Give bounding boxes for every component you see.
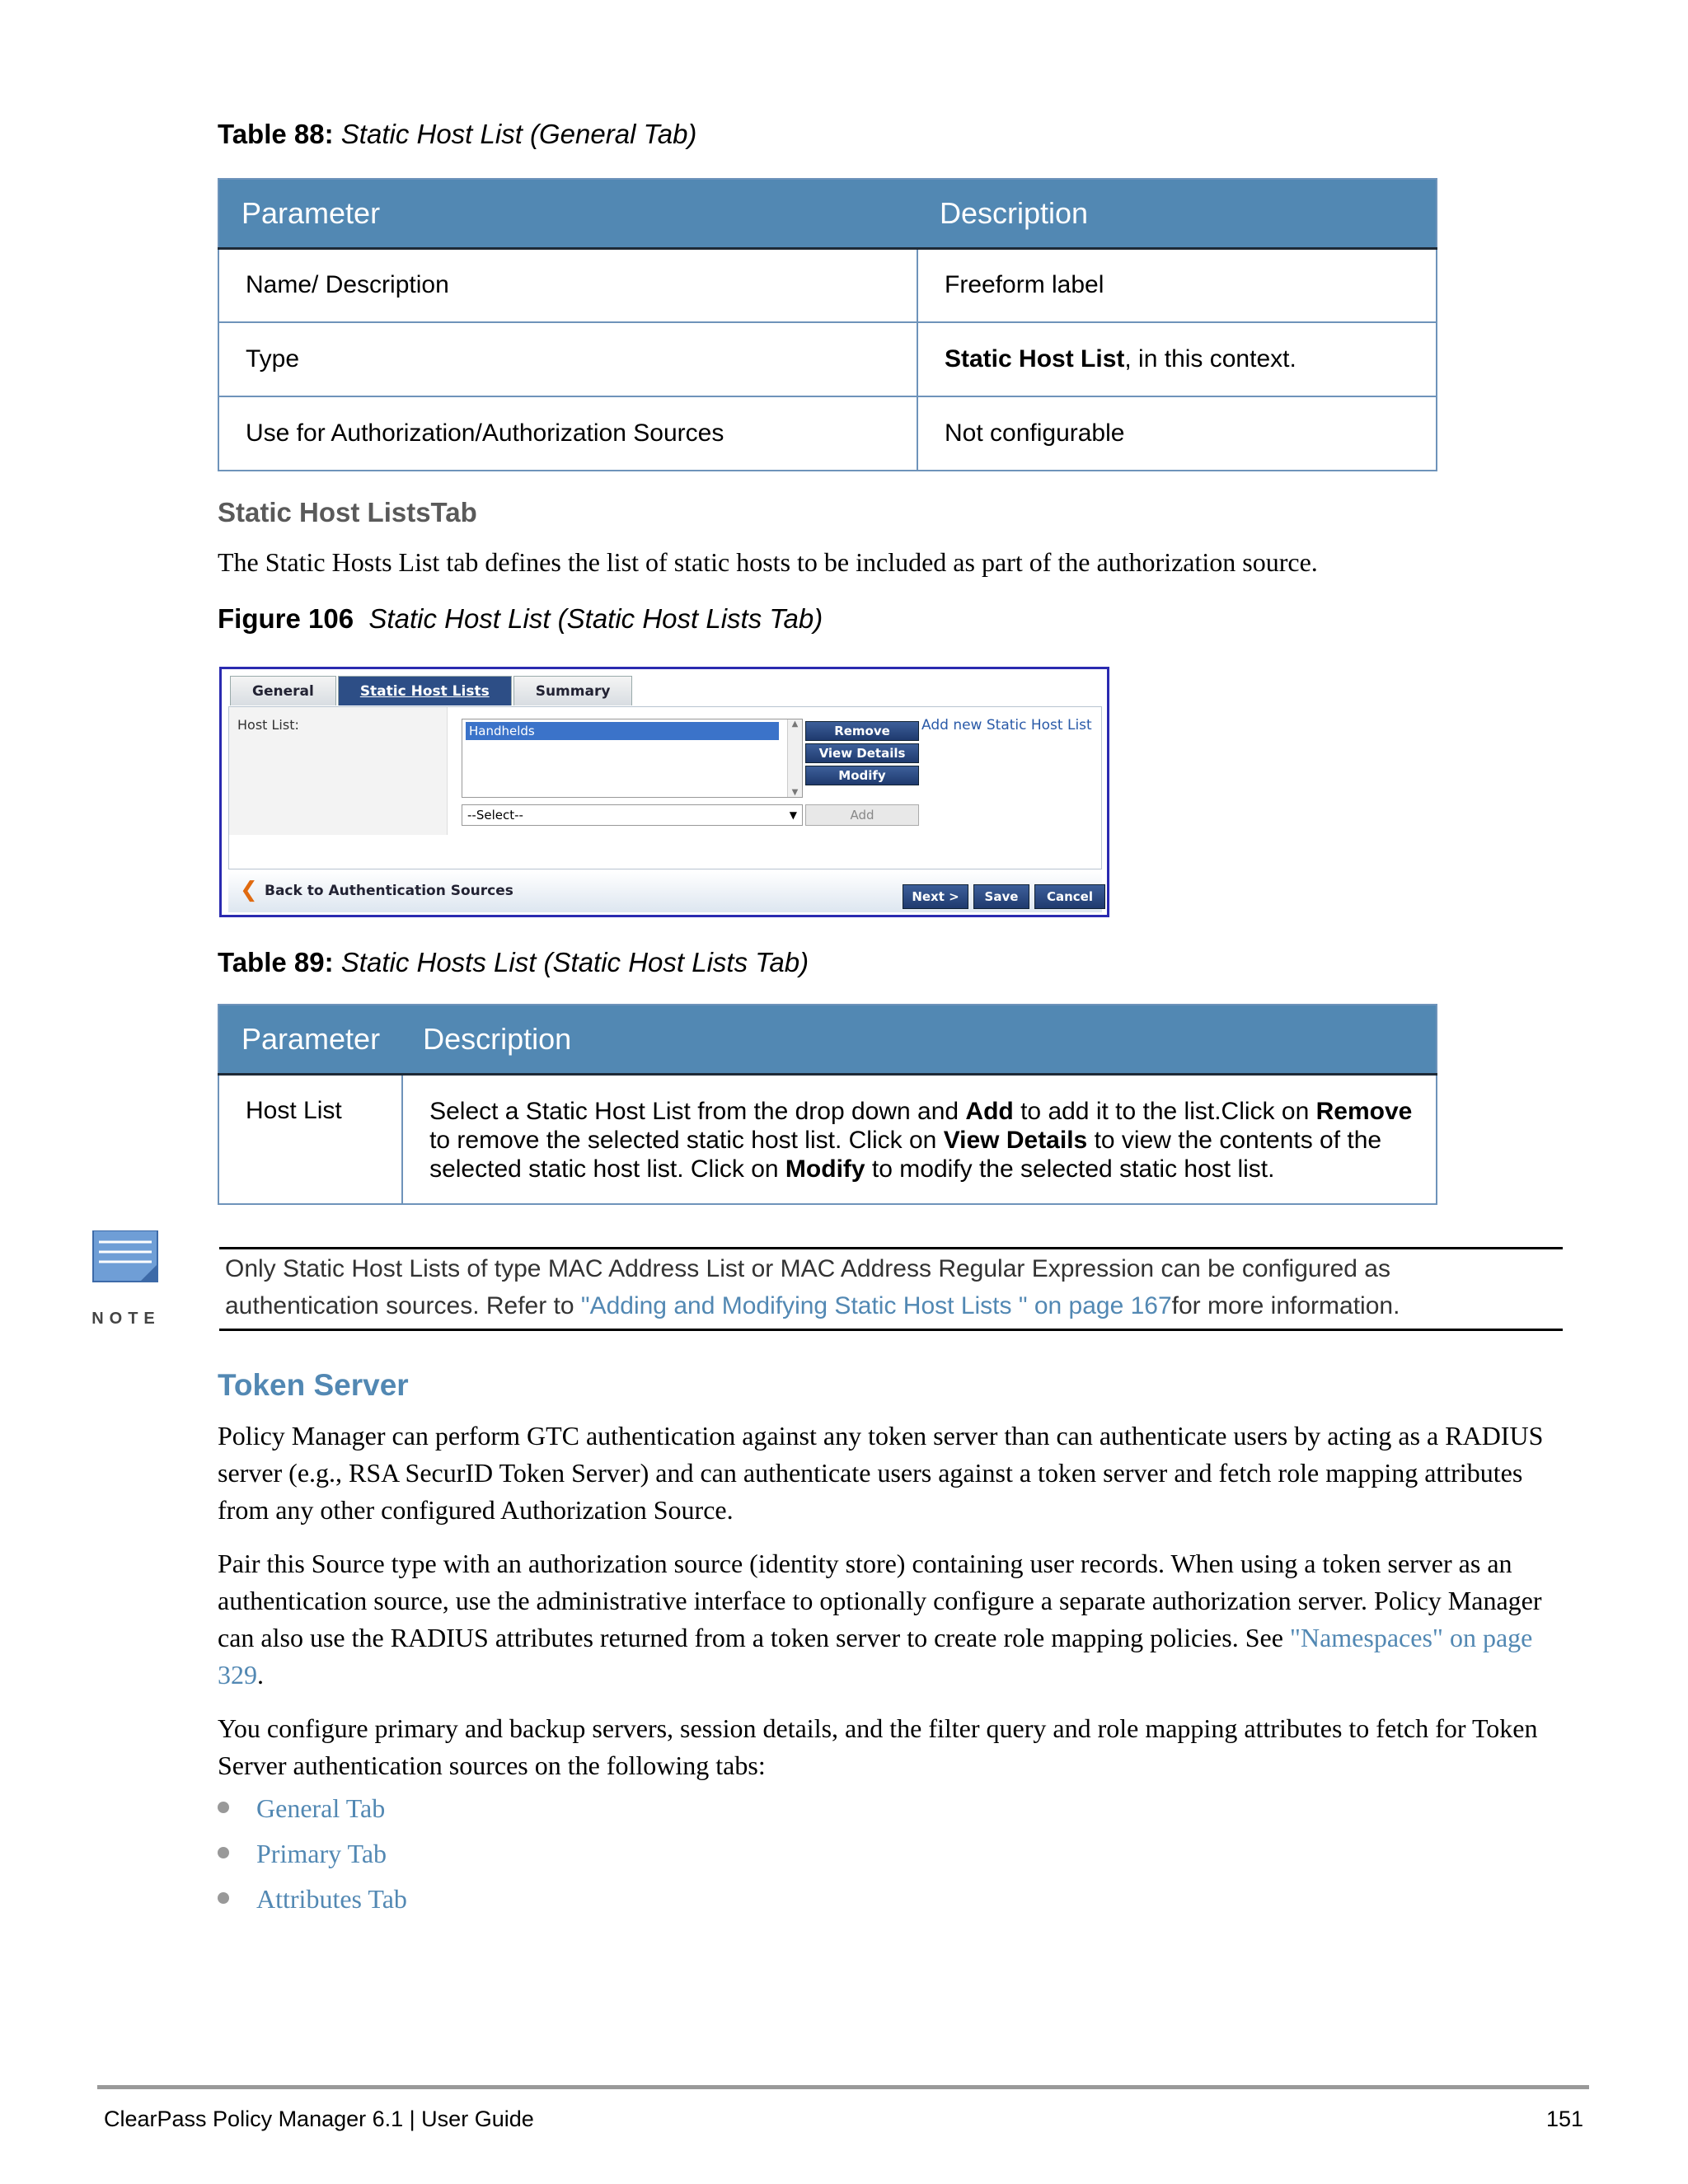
add-button[interactable]: Add bbox=[805, 804, 919, 826]
note-icon-label: NOTE bbox=[91, 1310, 161, 1328]
table88-caption-title: Static Host List (General Tab) bbox=[340, 119, 697, 149]
bullet-icon bbox=[218, 1847, 229, 1858]
tab-summary[interactable]: Summary bbox=[513, 676, 633, 705]
host-list-label: Host List: bbox=[237, 717, 299, 733]
cell-text: Select a Static Host List from the drop down and bbox=[429, 1097, 966, 1125]
section-heading: Static Host ListsTab bbox=[218, 497, 477, 527]
cell-text: to view the contents of the selected static host list. Click on bbox=[429, 1126, 1382, 1183]
cell-text: , in this context. bbox=[1124, 345, 1296, 373]
table89-caption-label: Table 89: bbox=[218, 947, 334, 977]
note-text-part: authentication sources. Refer to bbox=[225, 1292, 581, 1319]
note-link[interactable]: "Adding and Modifying Static Host Lists " on page 167 bbox=[580, 1292, 1172, 1319]
table89 bbox=[218, 1004, 1437, 1205]
bullet-icon bbox=[218, 1892, 229, 1904]
note-icon bbox=[91, 1230, 162, 1328]
page-number: 151 bbox=[1545, 2107, 1583, 2131]
table-header-description: Description bbox=[402, 1005, 1437, 1074]
tab-panel bbox=[228, 706, 1102, 869]
list-item[interactable]: Handhelds bbox=[466, 722, 779, 740]
token-server-para1: Policy Manager can perform GTC authentication against any token server than can authenticate users by acting as a RADIUS server (e.g., RSA SecurID Token Server) and can authenticate users against a token server and fetch role mapping attributes from any other configured Authorization Source. bbox=[218, 1421, 1544, 1525]
host-list-select[interactable] bbox=[462, 804, 803, 826]
back-to-authentication-sources-link[interactable]: Back to Authentication Sources bbox=[265, 883, 513, 899]
save-button[interactable]: Save bbox=[973, 884, 1029, 909]
note-top-rule bbox=[219, 1247, 1563, 1249]
cell-text: Not configurable bbox=[945, 419, 1125, 447]
table88-caption-label: Table 88: bbox=[218, 119, 334, 149]
scroll-up-icon[interactable]: ▲ bbox=[791, 719, 799, 729]
para-text: . bbox=[257, 1660, 264, 1690]
note-line bbox=[225, 1287, 1560, 1324]
figure-title: Static Host List (Static Host Lists Tab) bbox=[368, 603, 823, 634]
note-text-part: for more information. bbox=[1171, 1292, 1400, 1319]
select-value: --Select-- bbox=[467, 808, 523, 823]
namespaces-link[interactable]: "Namespaces" on page 329 bbox=[218, 1623, 1533, 1690]
bold-text: Remove bbox=[1315, 1097, 1413, 1125]
cell-text: to remove the selected static host list. Click on bbox=[429, 1126, 944, 1154]
table-cell: Use for Authorization/Authorization Sources bbox=[218, 396, 917, 471]
view-details-button[interactable]: View Details bbox=[805, 743, 919, 763]
modify-button[interactable]: Modify bbox=[805, 766, 919, 785]
table-cell bbox=[917, 396, 1437, 471]
next-button[interactable]: Next > bbox=[903, 884, 968, 909]
bold-text: Modify bbox=[785, 1155, 865, 1183]
tab-bar bbox=[230, 676, 634, 707]
add-new-static-host-list-link[interactable]: Add new Static Host List bbox=[921, 717, 1092, 733]
cancel-button[interactable]: Cancel bbox=[1034, 884, 1105, 909]
table-header-parameter: Parameter bbox=[218, 1005, 402, 1074]
tab-static-host-lists[interactable]: Static Host Lists bbox=[338, 676, 512, 705]
table88-caption bbox=[218, 118, 696, 151]
bold-text: Static Host List bbox=[945, 345, 1125, 373]
token-server-para2 bbox=[218, 1545, 1578, 1694]
cell-text: to modify the selected static host list. bbox=[865, 1155, 1275, 1183]
general-tab-link[interactable]: General Tab bbox=[256, 1793, 386, 1823]
cell-text: Freeform label bbox=[945, 271, 1104, 299]
table-row bbox=[218, 396, 1437, 471]
cell-text: to add it to the list.Click on bbox=[1013, 1097, 1316, 1125]
primary-tab-link[interactable]: Primary Tab bbox=[256, 1839, 387, 1868]
back-arrow-icon[interactable]: ❮ bbox=[240, 878, 258, 902]
scroll-down-icon[interactable]: ▼ bbox=[791, 788, 799, 797]
token-server-heading: Token Server bbox=[218, 1368, 409, 1402]
table-row bbox=[218, 1074, 1437, 1204]
note-line: Only Static Host Lists of type MAC Address List or MAC Address Regular Expression can be configured as bbox=[225, 1255, 1390, 1282]
table-header-row bbox=[218, 1005, 1437, 1074]
remove-button[interactable]: Remove bbox=[805, 721, 919, 741]
figure-label: Figure 106 bbox=[218, 603, 354, 634]
table-cell bbox=[402, 1074, 1437, 1204]
table-cell bbox=[917, 322, 1437, 396]
figure-footer-bar bbox=[228, 871, 1102, 912]
host-list-box[interactable] bbox=[462, 719, 803, 798]
tab-general[interactable]: General bbox=[230, 676, 336, 705]
table-row bbox=[218, 248, 1437, 322]
list-scrollbar[interactable] bbox=[787, 719, 802, 797]
table-header-row bbox=[218, 179, 1437, 248]
bullet-icon bbox=[218, 1802, 229, 1813]
footer-title: ClearPass Policy Manager 6.1 | User Guide bbox=[104, 2107, 534, 2131]
footer-rule bbox=[97, 2085, 1589, 2089]
attributes-tab-link[interactable]: Attributes Tab bbox=[256, 1884, 407, 1914]
table-cell bbox=[917, 248, 1437, 322]
section-body: The Static Hosts List tab defines the list of static hosts to be included as part of the authorization source. bbox=[218, 547, 1318, 577]
token-server-para3: You configure primary and backup servers, session details, and the filter query and role mapping attributes to fetch for Token Server authentication sources on the following tabs: bbox=[218, 1713, 1538, 1780]
table-header-parameter: Parameter bbox=[218, 179, 917, 248]
para-text: Pair this Source type with an authorization source (identity store) containing user records. When using a token server as an authentication source, use the administrative interface to optionally configure a separate authorization server. Policy Manager can also use the RADIUS attributes returned from a token server to create role mapping policies. See bbox=[218, 1549, 1542, 1652]
table-header-description: Description bbox=[917, 179, 1437, 248]
bold-text: Add bbox=[965, 1097, 1014, 1125]
bold-text: View Details bbox=[943, 1126, 1088, 1154]
table-cell: Type bbox=[218, 322, 917, 396]
figure106-screenshot bbox=[219, 667, 1109, 917]
chevron-down-icon: ▼ bbox=[789, 809, 797, 821]
table88 bbox=[218, 178, 1437, 471]
note-bottom-rule bbox=[219, 1329, 1563, 1331]
note-text bbox=[225, 1250, 1560, 1324]
table89-caption bbox=[218, 946, 809, 979]
table-cell: Name/ Description bbox=[218, 248, 917, 322]
figure106-caption bbox=[218, 602, 823, 635]
table-row bbox=[218, 322, 1437, 396]
table-cell: Host List bbox=[218, 1074, 402, 1204]
table89-caption-title: Static Hosts List (Static Host Lists Tab) bbox=[340, 947, 809, 977]
